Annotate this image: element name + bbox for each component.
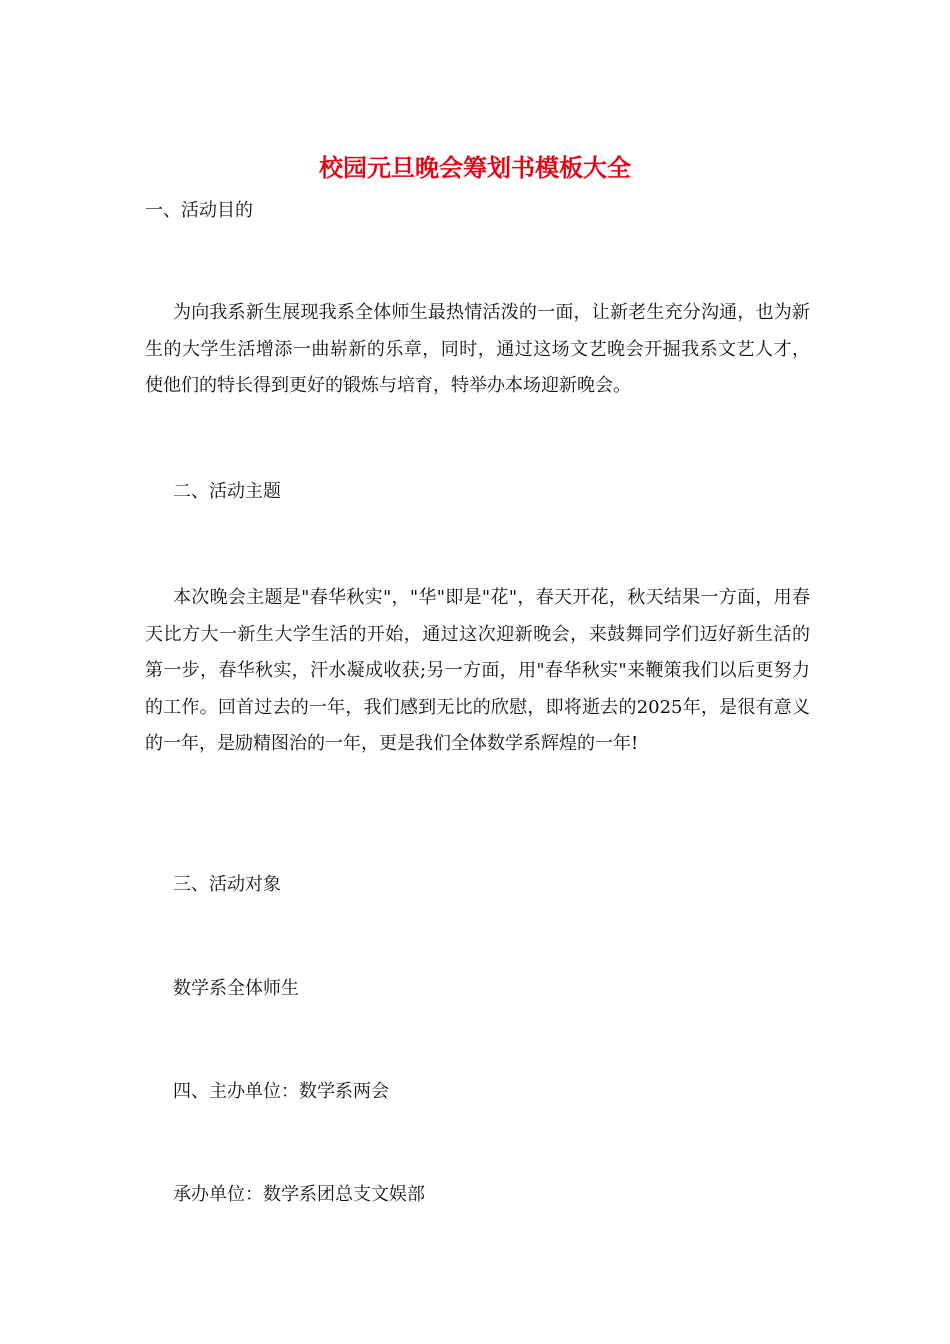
section-heading-organizer: 四、主办单位：数学系两会 xyxy=(173,1081,389,1102)
section-heading-purpose: 一、活动目的 xyxy=(145,200,253,221)
section-body-theme: 本次晚会主题是"春华秋实"，"华"即是"花"，春天开花，秋天结果一方面，用春天比方大一新生大学生活的开始，通过这次迎新晚会，来鼓舞同学们迈好新生活的第一步，春华秋实，汗水凝成收获;另一方面，用"春华秋实"来鞭策我们以后更努力的工作。回首过去的一年，我们感到无比的欣慰，即将逝去的2025年，是很有意义的一年，是励精图治的一年，更是我们全体数学系辉煌的一年! xyxy=(145,587,810,754)
section-body-purpose: 为向我系新生展现我系全体师生最热情活泼的一面，让新老生充分沟通，也为新生的大学生活增添一曲崭新的乐章，同时，通过这场文艺晚会开掘我系文艺人才，使他们的特长得到更好的锻炼与培育，特举办本场迎新晚会。 xyxy=(145,302,810,396)
section-body-audience: 数学系全体师生 xyxy=(173,978,299,999)
section-heading-audience: 三、活动对象 xyxy=(173,874,281,895)
section-heading-coorganizer: 承办单位：数学系团总支文娱部 xyxy=(173,1184,425,1205)
document-title: 校园元旦晚会筹划书模板大全 xyxy=(319,153,631,182)
section-heading-theme: 二、活动主题 xyxy=(173,481,281,502)
